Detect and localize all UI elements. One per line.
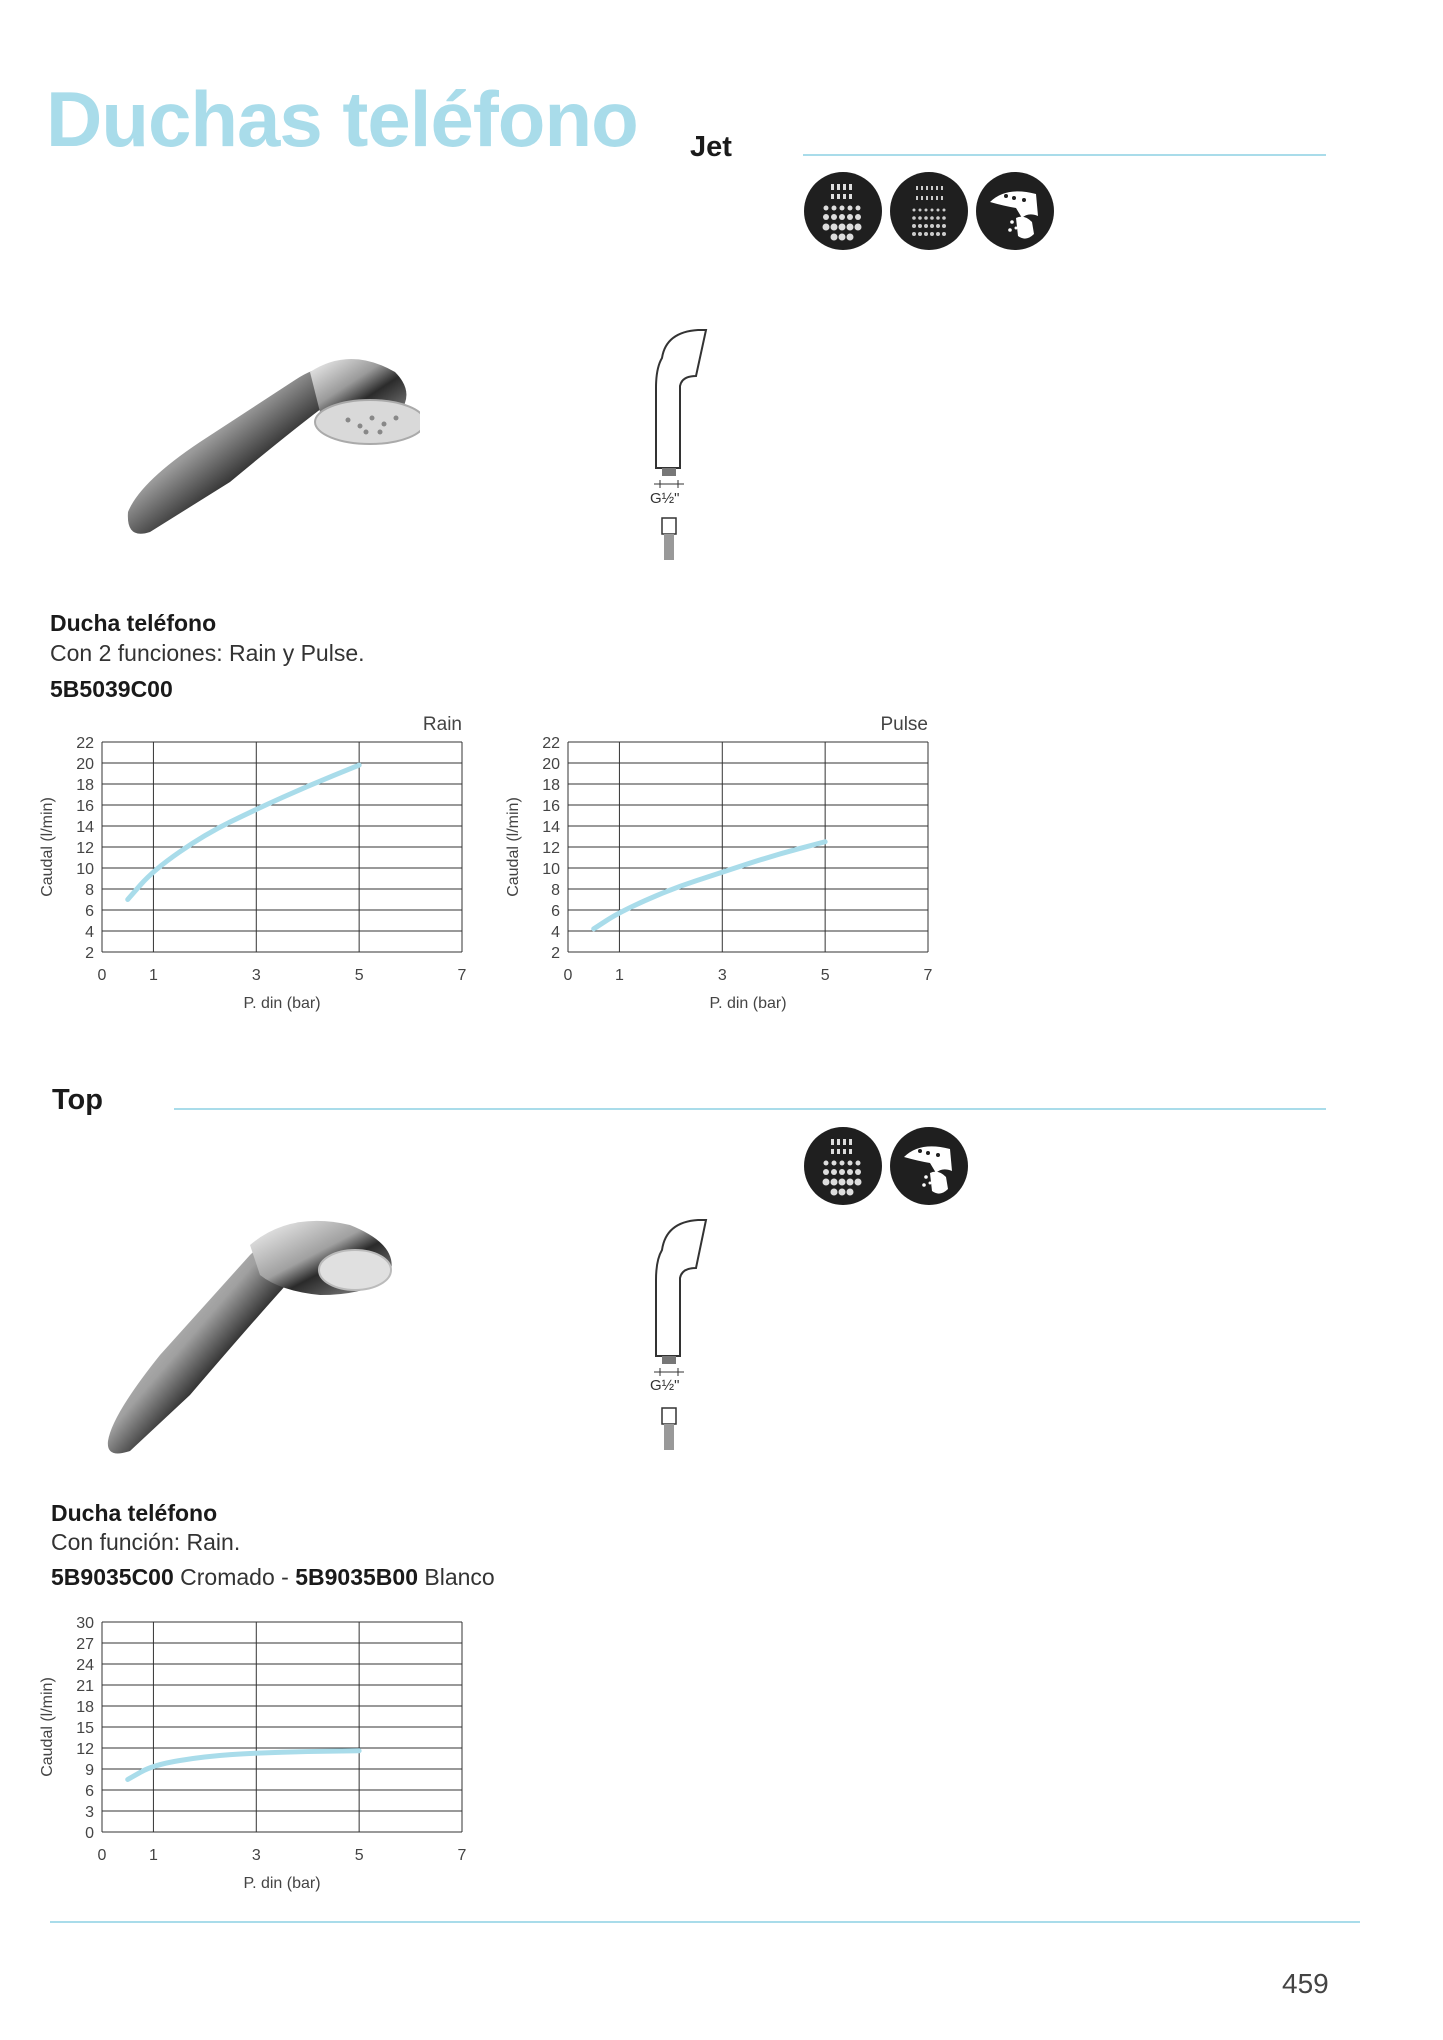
y-tick-label: 4 bbox=[551, 924, 560, 941]
y-tick-label: 14 bbox=[542, 819, 560, 836]
easy-clean-icon bbox=[890, 1127, 968, 1205]
rain-spray-icon bbox=[804, 172, 882, 250]
y-tick-label: 20 bbox=[542, 756, 560, 773]
page-title: Duchas teléfono bbox=[46, 75, 638, 163]
y-tick-label: 27 bbox=[76, 1636, 94, 1653]
y-tick-label: 20 bbox=[76, 756, 94, 773]
rain-spray-icon bbox=[804, 1127, 882, 1205]
y-tick-label: 6 bbox=[551, 903, 560, 920]
product-code-chrome: 5B9035C00 bbox=[51, 1564, 174, 1590]
y-tick-label: 9 bbox=[85, 1762, 94, 1779]
finish-chrome: Cromado bbox=[180, 1564, 275, 1590]
chart-title: Rain bbox=[422, 714, 462, 735]
footer-rule bbox=[50, 1921, 1360, 1923]
chart-pulse-jet bbox=[496, 712, 946, 1020]
x-tick-label: 5 bbox=[354, 1847, 364, 1864]
y-tick-label: 8 bbox=[551, 882, 560, 899]
y-tick-label: 3 bbox=[85, 1804, 94, 1821]
x-tick-label: 0 bbox=[97, 1847, 107, 1864]
y-tick-label: 12 bbox=[542, 840, 560, 857]
x-tick-label: 7 bbox=[457, 1847, 467, 1864]
y-tick-label: 0 bbox=[85, 1825, 94, 1842]
product-description-jet: Con 2 funciones: Rain y Pulse. bbox=[50, 640, 365, 666]
product-photo-jet bbox=[120, 352, 420, 542]
y-tick-label: 16 bbox=[542, 798, 560, 815]
y-tick-label: 14 bbox=[76, 819, 94, 836]
thread-size-label-jet: G½" bbox=[650, 490, 680, 507]
y-tick-label: 8 bbox=[85, 882, 94, 899]
technical-drawing-top bbox=[640, 1218, 720, 1453]
x-tick-label: 3 bbox=[251, 1847, 261, 1864]
section-title-top: Top bbox=[52, 1084, 103, 1116]
chart-rain-jet bbox=[30, 712, 480, 1020]
code-separator: - bbox=[281, 1564, 289, 1590]
y-tick-label: 18 bbox=[76, 777, 94, 794]
page-number: 459 bbox=[1282, 1968, 1329, 1999]
x-axis-label: P. din (bar) bbox=[709, 995, 787, 1012]
y-axis-label: Caudal (l/min) bbox=[39, 797, 56, 897]
x-tick-label: 7 bbox=[457, 967, 467, 984]
product-codes-top bbox=[51, 1564, 495, 1591]
y-tick-label: 18 bbox=[542, 777, 560, 794]
finish-white: Blanco bbox=[424, 1564, 495, 1590]
series-curve bbox=[594, 842, 825, 929]
x-tick-label: 3 bbox=[251, 967, 261, 984]
y-tick-label: 18 bbox=[76, 1699, 94, 1716]
y-tick-label: 22 bbox=[76, 735, 94, 752]
product-photo-top bbox=[100, 1215, 400, 1455]
x-tick-label: 1 bbox=[614, 967, 624, 984]
x-axis-label: P. din (bar) bbox=[243, 1875, 321, 1892]
y-tick-label: 6 bbox=[85, 1783, 94, 1800]
y-tick-label: 24 bbox=[76, 1657, 94, 1674]
section-rule-jet bbox=[803, 154, 1326, 156]
y-tick-label: 4 bbox=[85, 924, 94, 941]
y-axis-label: Caudal (l/min) bbox=[505, 797, 522, 897]
chart-rain-top bbox=[30, 1592, 480, 1900]
y-tick-label: 22 bbox=[542, 735, 560, 752]
product-code-white: 5B9035B00 bbox=[295, 1564, 418, 1590]
section-title-jet: Jet bbox=[690, 131, 732, 163]
x-tick-label: 3 bbox=[717, 967, 727, 984]
series-curve bbox=[128, 765, 359, 899]
y-tick-label: 10 bbox=[542, 861, 560, 878]
y-axis-label: Caudal (l/min) bbox=[39, 1677, 56, 1777]
y-tick-label: 12 bbox=[76, 840, 94, 857]
series-curve bbox=[128, 1751, 359, 1780]
thread-size-label-top: G½" bbox=[650, 1377, 680, 1394]
x-axis-label: P. din (bar) bbox=[243, 995, 321, 1012]
y-tick-label: 6 bbox=[85, 903, 94, 920]
product-code-jet bbox=[50, 676, 173, 703]
x-tick-label: 0 bbox=[563, 967, 573, 984]
y-tick-label: 2 bbox=[85, 945, 94, 962]
product-name-top: Ducha teléfono bbox=[51, 1500, 218, 1526]
y-tick-label: 21 bbox=[76, 1678, 94, 1695]
x-tick-label: 0 bbox=[97, 967, 107, 984]
x-tick-label: 5 bbox=[354, 967, 364, 984]
product-description-top: Con función: Rain. bbox=[51, 1529, 241, 1555]
x-tick-label: 1 bbox=[148, 1847, 158, 1864]
technical-drawing-jet bbox=[640, 328, 720, 563]
chart-title: Pulse bbox=[880, 714, 928, 735]
product-name-jet: Ducha teléfono bbox=[50, 610, 217, 636]
y-tick-label: 2 bbox=[551, 945, 560, 962]
y-tick-label: 12 bbox=[76, 1741, 94, 1758]
x-tick-label: 1 bbox=[148, 967, 158, 984]
y-tick-label: 15 bbox=[76, 1720, 94, 1737]
x-tick-label: 7 bbox=[923, 967, 933, 984]
section-rule-top bbox=[174, 1108, 1326, 1110]
y-tick-label: 10 bbox=[76, 861, 94, 878]
easy-clean-icon bbox=[976, 172, 1054, 250]
x-tick-label: 5 bbox=[820, 967, 830, 984]
y-tick-label: 30 bbox=[76, 1615, 94, 1632]
y-tick-label: 16 bbox=[76, 798, 94, 815]
pulse-spray-icon bbox=[890, 172, 968, 250]
product-code-value: 5B5039C00 bbox=[50, 676, 173, 702]
